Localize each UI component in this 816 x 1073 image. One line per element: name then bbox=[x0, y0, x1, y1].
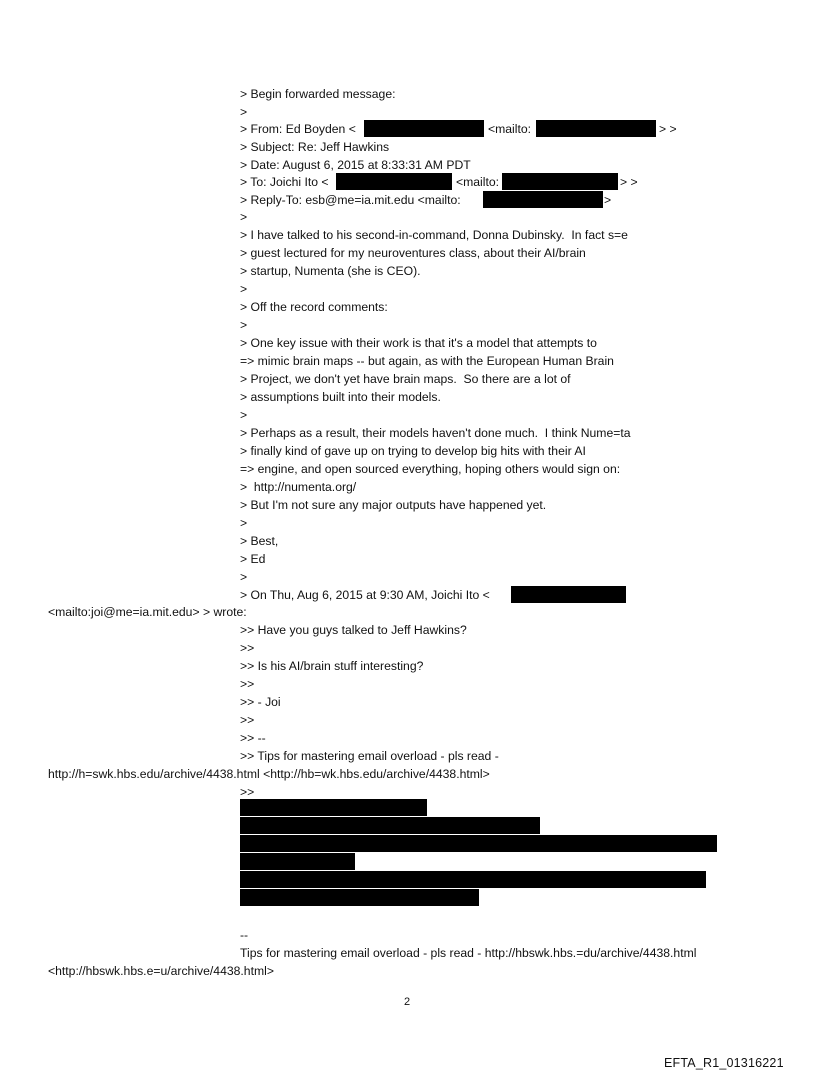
redaction-block bbox=[364, 120, 484, 137]
redaction-block bbox=[240, 889, 479, 906]
email-line-quote-header: > On Thu, Aug 6, 2015 at 9:30 AM, Joichi Ito < bbox=[240, 588, 490, 602]
email-line: > bbox=[240, 408, 248, 422]
document-id: EFTA_R1_01316221 bbox=[664, 1056, 784, 1070]
email-line: Tips for mastering email overload - pls read - http://hbswk.hbs.=du/archive/4438.html bbox=[240, 946, 697, 960]
redaction-block bbox=[240, 871, 706, 888]
email-line: >> bbox=[240, 785, 255, 799]
redaction-block bbox=[336, 173, 452, 190]
email-line: >> bbox=[240, 713, 255, 727]
email-line: > Project, we don't yet have brain maps. So there are a lot of bbox=[240, 372, 571, 386]
email-line: > Ed bbox=[240, 552, 266, 566]
email-line: => mimic brain maps -- but again, as with the European Human Brain bbox=[240, 354, 614, 368]
redaction-block bbox=[240, 799, 427, 816]
email-line: >> bbox=[240, 641, 255, 655]
redaction-block bbox=[536, 120, 656, 137]
email-line: <http://hbswk.hbs.e=u/archive/4438.html> bbox=[48, 964, 274, 978]
redaction-block bbox=[240, 853, 355, 870]
email-line: > bbox=[240, 210, 248, 224]
redaction-block bbox=[511, 586, 626, 603]
email-line: > Off the record comments: bbox=[240, 300, 388, 314]
email-line: > bbox=[240, 570, 248, 584]
email-line: > Begin forwarded message: bbox=[240, 87, 396, 101]
email-line: > startup, Numenta (she is CEO). bbox=[240, 264, 421, 278]
email-line-to: > To: Joichi Ito < bbox=[240, 175, 329, 189]
email-line: > assumptions built into their models. bbox=[240, 390, 441, 404]
email-line: > Best, bbox=[240, 534, 279, 548]
redaction-block bbox=[502, 173, 618, 190]
email-line-fragment: <mailto: bbox=[488, 122, 532, 136]
email-line: > Perhaps as a result, their models haven't done much. I think Nume=ta bbox=[240, 426, 631, 440]
redaction-block bbox=[483, 191, 603, 208]
email-line: >> -- bbox=[240, 731, 266, 745]
email-line-from: > From: Ed Boyden < bbox=[240, 122, 356, 136]
page-number: 2 bbox=[404, 996, 411, 1008]
email-line: > http://numenta.org/ bbox=[240, 480, 357, 494]
redaction-block bbox=[240, 835, 717, 852]
email-line: > bbox=[240, 318, 248, 332]
email-line: >> Have you guys talked to Jeff Hawkins? bbox=[240, 623, 467, 637]
email-line-date: > Date: August 6, 2015 at 8:33:31 AM PDT bbox=[240, 158, 471, 172]
email-line: > One key issue with their work is that it's a model that attempts to bbox=[240, 336, 597, 350]
email-line: <mailto:joi@me=ia.mit.edu> > wrote: bbox=[48, 605, 247, 619]
email-line-fragment: > > bbox=[620, 175, 638, 189]
email-line: > bbox=[240, 282, 248, 296]
email-line: > But I'm not sure any major outputs have happened yet. bbox=[240, 498, 547, 512]
email-line: => engine, and open sourced everything, hoping others would sign on: bbox=[240, 462, 621, 476]
email-line: > guest lectured for my neuroventures class, about their AI/brain bbox=[240, 246, 586, 260]
email-line-fragment: > > bbox=[659, 122, 677, 136]
email-line: > I have talked to his second-in-command, Donna Dubinsky. In fact s=e bbox=[240, 228, 628, 242]
redaction-block bbox=[240, 817, 540, 834]
email-line: > bbox=[240, 105, 248, 119]
email-line-subject: > Subject: Re: Jeff Hawkins bbox=[240, 140, 390, 154]
email-line: >> Tips for mastering email overload - pls read - bbox=[240, 749, 499, 763]
email-line-reply-to: > Reply-To: esb@me=ia.mit.edu <mailto: bbox=[240, 193, 461, 207]
email-line: -- bbox=[240, 928, 249, 942]
email-line: http://h=swk.hbs.edu/archive/4438.html <http://hb=wk.hbs.edu/archive/4438.html> bbox=[48, 767, 490, 781]
email-line: >> Is his AI/brain stuff interesting? bbox=[240, 659, 424, 673]
email-line: > bbox=[240, 516, 248, 530]
email-line: >> - Joi bbox=[240, 695, 281, 709]
email-line-fragment: > bbox=[604, 193, 612, 207]
email-line: > finally kind of gave up on trying to develop big hits with their AI bbox=[240, 444, 586, 458]
email-line-fragment: <mailto: bbox=[456, 175, 500, 189]
email-line: >> bbox=[240, 677, 255, 691]
